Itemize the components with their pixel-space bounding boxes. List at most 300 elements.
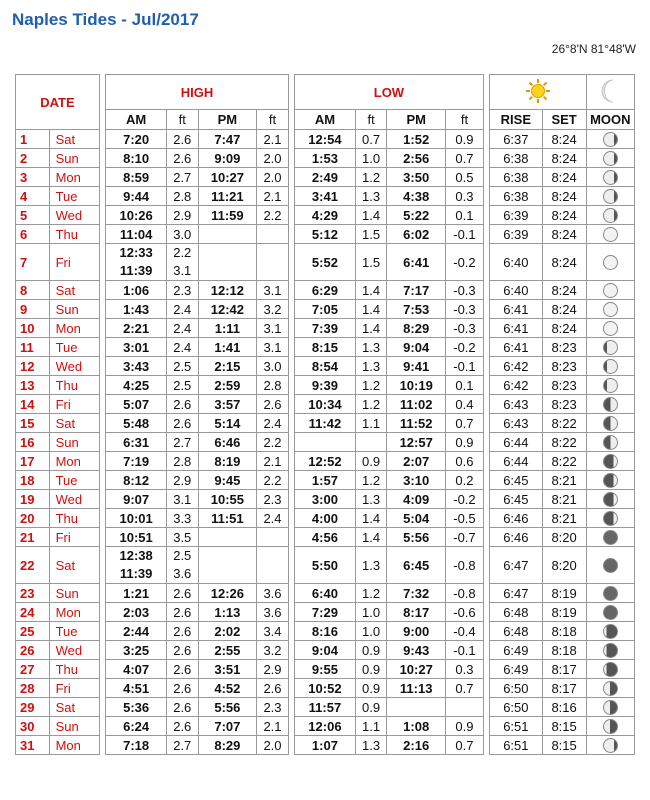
moon-phase-icon (603, 340, 618, 355)
low-am-time: 4:29 (295, 206, 356, 225)
low-pm-time: 12:57 (387, 433, 446, 452)
high-am-time: 4:07 (106, 660, 167, 679)
high-am-time: 7:19 (106, 452, 167, 471)
sunrise-time: 6:41 (490, 338, 542, 357)
low-am-time: 3:41 (295, 187, 356, 206)
low-am-height: 0.9 (355, 679, 386, 698)
low-pm-height: -0.8 (446, 584, 484, 603)
weekday: Sun (49, 717, 99, 736)
low-pm-time: 2:07 (387, 452, 446, 471)
high-am-height-first: 2.2 (173, 245, 192, 260)
low-am-height: 1.2 (355, 168, 386, 187)
sunrise-time: 6:38 (490, 149, 542, 168)
tide-row (16, 717, 635, 736)
high-am-height-second: 3.1 (173, 263, 192, 278)
moon-phase-cell (586, 698, 634, 717)
low-am-ft-header: ft (355, 110, 386, 130)
high-am-time-second: 11:39 (119, 566, 153, 581)
sunrise-time: 6:40 (490, 244, 542, 281)
day-number: 6 (16, 225, 50, 244)
low-am-time: 7:29 (295, 603, 356, 622)
high-am-height-first: 2.5 (173, 548, 192, 563)
tide-row (16, 698, 635, 717)
moon-header: MOON (586, 110, 634, 130)
high-am-time: 4:25 (106, 376, 167, 395)
low-pm-height: 0.2 (446, 471, 484, 490)
low-pm-height: 0.3 (446, 660, 484, 679)
high-pm-height: 2.4 (257, 509, 288, 528)
day-number: 4 (16, 187, 50, 206)
low-pm-height (446, 698, 484, 717)
high-am-height: 2.7 (167, 168, 198, 187)
high-am-time: 8:12 (106, 471, 167, 490)
moon-phase-icon (603, 255, 618, 270)
weekday: Sun (49, 300, 99, 319)
low-pm-time: 11:52 (387, 414, 446, 433)
day-number: 31 (16, 736, 50, 755)
low-am-height: 1.3 (355, 338, 386, 357)
high-am-time: 11:04 (106, 225, 167, 244)
high-am-height: 2.6 (167, 641, 198, 660)
day-number: 9 (16, 300, 50, 319)
tide-row (16, 490, 635, 509)
moon-phase-icon (603, 643, 618, 658)
low-pm-time: 4:09 (387, 490, 446, 509)
high-pm-time: 3:51 (198, 660, 257, 679)
high-pm-height: 2.1 (257, 717, 288, 736)
low-am-time: 6:29 (295, 281, 356, 300)
moon-phase-icon (603, 586, 618, 601)
moon-phase-cell (586, 509, 634, 528)
high-pm-height: 3.1 (257, 281, 288, 300)
sunrise-time: 6:45 (490, 471, 542, 490)
high-pm-time (198, 547, 257, 584)
high-pm-height: 2.6 (257, 395, 288, 414)
sunrise-time: 6:51 (490, 736, 542, 755)
moon-phase-icon (603, 359, 618, 374)
tide-row (16, 641, 635, 660)
day-number: 3 (16, 168, 50, 187)
moon-phase-cell (586, 414, 634, 433)
moon-phase-icon (603, 189, 618, 204)
set-header: SET (542, 110, 586, 130)
high-pm-height: 3.6 (257, 603, 288, 622)
high-pm-height: 3.1 (257, 319, 288, 338)
low-pm-time: 9:41 (387, 357, 446, 376)
sunrise-time: 6:49 (490, 641, 542, 660)
low-am-time: 1:07 (295, 736, 356, 755)
sunset-time: 8:17 (542, 679, 586, 698)
moon-phase-icon (603, 208, 618, 223)
low-pm-height: -0.3 (446, 281, 484, 300)
moon-phase-icon (603, 151, 618, 166)
sunrise-time: 6:42 (490, 357, 542, 376)
low-pm-height: 0.1 (446, 206, 484, 225)
weekday: Wed (49, 206, 99, 225)
low-am-height: 1.0 (355, 603, 386, 622)
moon-phase-icon (603, 227, 618, 242)
day-number: 21 (16, 528, 50, 547)
moon-phase-icon (603, 700, 618, 715)
low-pm-height: 0.5 (446, 168, 484, 187)
high-pm-time: 1:41 (198, 338, 257, 357)
low-pm-time: 2:56 (387, 149, 446, 168)
date-header: DATE (16, 75, 100, 130)
low-pm-time: 10:27 (387, 660, 446, 679)
sunset-time: 8:20 (542, 547, 586, 584)
low-pm-time: 5:56 (387, 528, 446, 547)
sunrise-time: 6:46 (490, 509, 542, 528)
high-header: HIGH (106, 75, 289, 110)
high-am-height: 3.0 (167, 225, 198, 244)
low-am-time: 11:42 (295, 414, 356, 433)
high-pm-time: 7:47 (198, 130, 257, 149)
day-number: 19 (16, 490, 50, 509)
high-am-time: 4:51 (106, 679, 167, 698)
high-pm-time: 11:51 (198, 509, 257, 528)
high-pm-height (257, 547, 288, 584)
tide-table (15, 74, 635, 755)
low-pm-time: 6:02 (387, 225, 446, 244)
moon-phase-icon (603, 435, 618, 450)
moon-phase-cell (586, 736, 634, 755)
moon-phase-icon (603, 283, 618, 298)
low-pm-height: -0.2 (446, 244, 484, 281)
tide-row (16, 622, 635, 641)
moon-phase-icon (603, 416, 618, 431)
high-am-time: 3:01 (106, 338, 167, 357)
sunrise-time: 6:39 (490, 225, 542, 244)
day-number: 29 (16, 698, 50, 717)
moon-phase-cell (586, 130, 634, 149)
high-am-height: 2.6 (167, 698, 198, 717)
day-number: 13 (16, 376, 50, 395)
weekday: Fri (49, 528, 99, 547)
high-am-time: 9:07 (106, 490, 167, 509)
weekday: Mon (49, 168, 99, 187)
low-pm-time: 8:29 (387, 319, 446, 338)
moon-header-cell (586, 75, 634, 110)
weekday: Tue (49, 338, 99, 357)
high-am-time (106, 244, 167, 281)
tide-row (16, 736, 635, 755)
low-am-height: 1.5 (355, 244, 386, 281)
low-pm-height: 0.9 (446, 433, 484, 452)
weekday: Fri (49, 244, 99, 281)
low-am-height: 1.3 (355, 736, 386, 755)
sunrise-time: 6:51 (490, 717, 542, 736)
tide-row (16, 168, 635, 187)
high-am-height: 2.9 (167, 206, 198, 225)
low-am-header: AM (295, 110, 356, 130)
low-am-time: 1:57 (295, 471, 356, 490)
moon-phase-cell (586, 622, 634, 641)
high-pm-height: 2.0 (257, 168, 288, 187)
day-number: 14 (16, 395, 50, 414)
high-pm-height (257, 528, 288, 547)
high-am-height: 2.6 (167, 660, 198, 679)
weekday: Mon (49, 319, 99, 338)
low-pm-height: -0.6 (446, 603, 484, 622)
high-pm-height: 3.2 (257, 300, 288, 319)
low-am-height: 0.9 (355, 641, 386, 660)
high-am-height (167, 547, 198, 584)
sunrise-time: 6:41 (490, 319, 542, 338)
sunset-time: 8:20 (542, 528, 586, 547)
sunset-time: 8:24 (542, 168, 586, 187)
high-am-time: 10:26 (106, 206, 167, 225)
low-pm-height: 0.7 (446, 414, 484, 433)
low-pm-time: 9:43 (387, 641, 446, 660)
high-am-time: 8:59 (106, 168, 167, 187)
low-pm-height: 0.9 (446, 130, 484, 149)
high-pm-time: 12:26 (198, 584, 257, 603)
weekday: Sat (49, 414, 99, 433)
high-pm-height: 2.4 (257, 414, 288, 433)
high-am-time: 2:03 (106, 603, 167, 622)
day-number: 26 (16, 641, 50, 660)
sunrise-time: 6:48 (490, 603, 542, 622)
low-am-time: 7:39 (295, 319, 356, 338)
low-am-height: 1.4 (355, 281, 386, 300)
high-pm-time: 10:27 (198, 168, 257, 187)
low-pm-height: -0.3 (446, 300, 484, 319)
weekday: Wed (49, 490, 99, 509)
tide-row (16, 130, 635, 149)
day-number: 17 (16, 452, 50, 471)
high-pm-time: 8:19 (198, 452, 257, 471)
moon-phase-icon (603, 397, 618, 412)
sunrise-time: 6:39 (490, 206, 542, 225)
high-pm-height: 2.0 (257, 736, 288, 755)
low-am-height: 1.4 (355, 206, 386, 225)
low-pm-time: 9:04 (387, 338, 446, 357)
low-pm-time: 7:17 (387, 281, 446, 300)
high-am-height: 2.6 (167, 717, 198, 736)
moon-phase-cell (586, 319, 634, 338)
high-pm-height: 2.2 (257, 471, 288, 490)
moon-phase-cell (586, 452, 634, 471)
low-am-height: 1.2 (355, 376, 386, 395)
day-number: 30 (16, 717, 50, 736)
tide-row (16, 528, 635, 547)
day-number: 2 (16, 149, 50, 168)
high-am-height: 2.8 (167, 452, 198, 471)
low-am-time: 8:15 (295, 338, 356, 357)
low-pm-time: 7:53 (387, 300, 446, 319)
low-pm-time: 2:16 (387, 736, 446, 755)
low-pm-height: -0.5 (446, 509, 484, 528)
sunrise-time: 6:49 (490, 660, 542, 679)
high-am-time: 10:51 (106, 528, 167, 547)
moon-phase-icon (603, 530, 618, 545)
moon-phase-icon (603, 492, 618, 507)
weekday: Sun (49, 433, 99, 452)
sunrise-time: 6:38 (490, 168, 542, 187)
low-am-height: 0.9 (355, 698, 386, 717)
high-pm-height: 2.1 (257, 130, 288, 149)
moon-phase-cell (586, 490, 634, 509)
low-am-height: 1.1 (355, 717, 386, 736)
high-pm-time: 4:52 (198, 679, 257, 698)
low-am-time: 7:05 (295, 300, 356, 319)
high-am-height: 2.6 (167, 130, 198, 149)
high-am-time: 1:06 (106, 281, 167, 300)
high-am-height: 2.7 (167, 736, 198, 755)
low-am-time: 11:57 (295, 698, 356, 717)
sunset-time: 8:22 (542, 452, 586, 471)
low-am-height: 1.2 (355, 584, 386, 603)
weekday: Tue (49, 187, 99, 206)
low-am-height: 0.7 (355, 130, 386, 149)
high-am-height: 2.3 (167, 281, 198, 300)
high-pm-height: 2.2 (257, 433, 288, 452)
low-am-height: 1.5 (355, 225, 386, 244)
moon-phase-icon (603, 558, 618, 573)
sunset-time: 8:24 (542, 225, 586, 244)
low-pm-time: 6:45 (387, 547, 446, 584)
high-am-height: 2.4 (167, 319, 198, 338)
low-pm-time: 1:08 (387, 717, 446, 736)
high-am-time: 1:43 (106, 300, 167, 319)
tide-row (16, 225, 635, 244)
low-am-time: 12:52 (295, 452, 356, 471)
high-am-height: 2.6 (167, 149, 198, 168)
sunrise-time: 6:50 (490, 698, 542, 717)
low-am-height: 1.4 (355, 509, 386, 528)
high-pm-time: 8:29 (198, 736, 257, 755)
low-pm-time: 3:10 (387, 471, 446, 490)
weekday: Thu (49, 660, 99, 679)
moon-phase-cell (586, 300, 634, 319)
moon-phase-cell (586, 187, 634, 206)
sunset-time: 8:15 (542, 736, 586, 755)
tide-row (16, 603, 635, 622)
tide-row (16, 206, 635, 225)
tide-row (16, 452, 635, 471)
high-am-height: 2.9 (167, 471, 198, 490)
high-pm-time: 9:09 (198, 149, 257, 168)
low-pm-ft-header: ft (446, 110, 484, 130)
low-am-height: 1.0 (355, 149, 386, 168)
moon-phase-cell (586, 206, 634, 225)
high-am-time-first: 12:33 (119, 245, 153, 260)
weekday: Sat (49, 547, 99, 584)
sunrise-time: 6:44 (490, 433, 542, 452)
high-pm-height: 3.6 (257, 584, 288, 603)
high-pm-height: 2.1 (257, 187, 288, 206)
sunset-time: 8:24 (542, 206, 586, 225)
sunrise-time: 6:40 (490, 281, 542, 300)
low-pm-height: -0.1 (446, 641, 484, 660)
low-pm-time: 5:04 (387, 509, 446, 528)
high-pm-time: 2:15 (198, 357, 257, 376)
high-pm-height: 2.1 (257, 452, 288, 471)
low-pm-time: 8:17 (387, 603, 446, 622)
low-pm-height: 0.4 (446, 395, 484, 414)
low-pm-height: -0.1 (446, 357, 484, 376)
moon-phase-cell (586, 149, 634, 168)
sunset-time: 8:24 (542, 300, 586, 319)
low-am-height: 1.4 (355, 528, 386, 547)
low-pm-height: 0.3 (446, 187, 484, 206)
high-pm-height (257, 225, 288, 244)
low-am-height: 1.0 (355, 622, 386, 641)
high-am-time: 6:31 (106, 433, 167, 452)
sunrise-time: 6:47 (490, 584, 542, 603)
high-am-header: AM (106, 110, 167, 130)
high-pm-time: 6:46 (198, 433, 257, 452)
low-pm-height: -0.3 (446, 319, 484, 338)
high-pm-height: 2.0 (257, 149, 288, 168)
low-header: LOW (295, 75, 484, 110)
high-am-time: 7:20 (106, 130, 167, 149)
low-am-time: 9:04 (295, 641, 356, 660)
sunset-time: 8:21 (542, 509, 586, 528)
crescent-moon-icon (598, 92, 622, 107)
high-am-time: 8:10 (106, 149, 167, 168)
sunset-time: 8:19 (542, 584, 586, 603)
moon-phase-icon (603, 132, 618, 147)
tide-row (16, 547, 635, 584)
sunset-time: 8:22 (542, 414, 586, 433)
tide-row (16, 149, 635, 168)
low-pm-height: -0.7 (446, 528, 484, 547)
day-number: 15 (16, 414, 50, 433)
day-number: 16 (16, 433, 50, 452)
high-pm-height: 2.6 (257, 679, 288, 698)
moon-phase-cell (586, 168, 634, 187)
sunset-time: 8:21 (542, 490, 586, 509)
low-am-height: 1.2 (355, 471, 386, 490)
low-am-time: 8:16 (295, 622, 356, 641)
rise-header: RISE (490, 110, 542, 130)
high-am-time: 3:43 (106, 357, 167, 376)
tide-row (16, 679, 635, 698)
tide-rows (16, 130, 635, 755)
low-pm-time: 6:41 (387, 244, 446, 281)
moon-phase-cell (586, 395, 634, 414)
sun-icon (525, 78, 551, 104)
low-am-time: 4:00 (295, 509, 356, 528)
moon-phase-cell (586, 433, 634, 452)
sunrise-time: 6:44 (490, 452, 542, 471)
low-am-time: 9:39 (295, 376, 356, 395)
moon-phase-cell (586, 528, 634, 547)
sunrise-time: 6:46 (490, 528, 542, 547)
moon-phase-icon (603, 662, 618, 677)
low-am-time: 3:00 (295, 490, 356, 509)
high-am-height: 3.5 (167, 528, 198, 547)
sunset-time: 8:17 (542, 660, 586, 679)
weekday: Thu (49, 225, 99, 244)
low-pm-time: 11:02 (387, 395, 446, 414)
moon-phase-icon (603, 681, 618, 696)
sunrise-time: 6:48 (490, 622, 542, 641)
coordinates: 26°8'N 81°48'W (551, 42, 636, 56)
moon-phase-icon (603, 378, 618, 393)
high-pm-height: 2.8 (257, 376, 288, 395)
weekday: Sat (49, 281, 99, 300)
moon-phase-icon (603, 738, 618, 753)
high-pm-time: 2:02 (198, 622, 257, 641)
low-pm-height: -0.2 (446, 490, 484, 509)
moon-phase-icon (603, 605, 618, 620)
high-am-height: 2.6 (167, 584, 198, 603)
high-am-time: 5:07 (106, 395, 167, 414)
weekday: Wed (49, 357, 99, 376)
low-am-height: 1.1 (355, 414, 386, 433)
